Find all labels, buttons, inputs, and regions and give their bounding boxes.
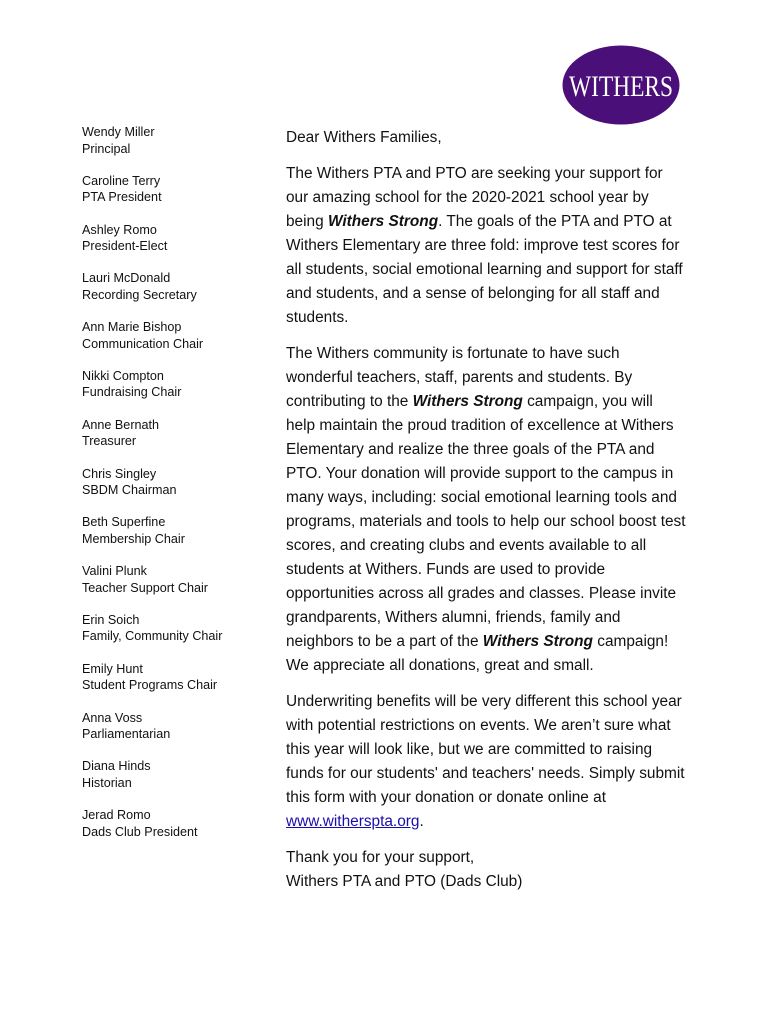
withers-logo [562, 45, 680, 125]
p3-text: Underwriting benefits will be very different this school year with potential restrictions on events. We aren’t sure what this year will look like, but we are committed to raising funds for our students' and teachers' needs. Simply submit this form with your donation or donate online at [286, 693, 685, 806]
officer-name: Lauri McDonald [82, 271, 171, 286]
officer-role: Fundraising Chair [82, 385, 182, 400]
officer-name: Beth Superfine [82, 515, 166, 530]
officer-name: Anna Voss [82, 710, 143, 725]
officer-name: Anne Bernath [82, 417, 160, 432]
letter-closing: Thank you for your support, [286, 849, 475, 866]
officer-name: Chris Singley [82, 466, 157, 481]
officer-role: Membership Chair [82, 531, 185, 546]
withers-strong-brand: Withers Strong [482, 633, 593, 650]
officer-name: Erin Soich [82, 612, 140, 627]
officer-role: PTA President [82, 190, 162, 205]
officer-role: Student Programs Chair [82, 678, 218, 693]
officer-entry [82, 710, 262, 743]
website-link[interactable]: www.witherspta.org [286, 813, 420, 830]
officer-name: Jerad Romo [82, 808, 151, 823]
officer-role: Treasurer [82, 434, 137, 449]
letter-signature: Withers PTA and PTO (Dads Club) [286, 873, 523, 890]
officer-role: Historian [82, 775, 132, 790]
p2-text: The Withers community is fortunate to have such wonderful teachers, staff, parents and students. By contributing to the [286, 345, 633, 410]
officer-entry [82, 222, 262, 255]
officer-entry [82, 661, 262, 694]
logo-text: WITHERS [569, 70, 673, 103]
p2-text-end: campaign! We appreciate all donations, great and small. [286, 633, 669, 674]
officer-entry [82, 319, 262, 352]
officer-role: Family, Community Chair [82, 629, 223, 644]
officer-entry [82, 466, 262, 499]
officer-name: Valini Plunk [82, 564, 147, 579]
officer-list [82, 124, 262, 856]
letter-paragraph-2 [286, 342, 686, 678]
officer-entry [82, 173, 262, 206]
officer-role: Recording Secretary [82, 287, 197, 302]
officer-entry [82, 368, 262, 401]
officer-entry [82, 514, 262, 547]
p1-text: The Withers PTA and PTO are seeking your support for our amazing school for the 2020-2021 school year by being [286, 165, 663, 230]
officer-name: Ashley Romo [82, 222, 157, 237]
officer-entry [82, 563, 262, 596]
p1-text-end: . The goals of the PTA and PTO at Withers Elementary are three fold: improve test scores for all students, social emotional learning and support for staff and students, and a sense of belonging for all staff and students. [286, 213, 683, 326]
officer-entry [82, 270, 262, 303]
officer-name: Caroline Terry [82, 173, 161, 188]
officer-name: Emily Hunt [82, 661, 143, 676]
officer-name: Wendy Miller [82, 125, 155, 139]
officer-entry [82, 417, 262, 450]
officer-role: Communication Chair [82, 336, 204, 351]
officer-entry [82, 124, 262, 157]
letter-body [286, 126, 686, 894]
officer-role: Parliamentarian [82, 727, 171, 742]
withers-strong-brand: Withers Strong [412, 393, 523, 410]
officer-entry [82, 807, 262, 840]
officer-role: SBDM Chairman [82, 483, 177, 498]
officer-role: President-Elect [82, 239, 168, 254]
officer-name: Nikki Compton [82, 368, 164, 383]
p3-text-end: . [419, 813, 424, 830]
letter-paragraph-1 [286, 162, 686, 330]
officer-name: Ann Marie Bishop [82, 320, 182, 335]
withers-strong-brand: Withers Strong [327, 213, 439, 230]
officer-role: Teacher Support Chair [82, 580, 209, 595]
letter-paragraph-3 [286, 690, 686, 834]
officer-role: Dads Club President [82, 824, 198, 839]
officer-entry [82, 758, 262, 791]
p2-text-middle: campaign, you will help maintain the proud tradition of excellence at Withers Elementary and realize the three goals of the PTA and PTO. Your donation will provide support to the campus in many ways, including: social emotional learning tools and programs, materials and tools to help our school boost test scores, and creating clubs and events available to all students at Withers. Funds are used to provide opportunities across all grades and classes. Please invite grandparents, Withers alumni, friends, family and neighbors to be a part of the [286, 393, 686, 650]
officer-name: Diana Hinds [82, 759, 151, 774]
officer-entry [82, 612, 262, 645]
letter-greeting: Dear Withers Families, [286, 129, 442, 146]
officer-role: Principal [82, 141, 131, 156]
